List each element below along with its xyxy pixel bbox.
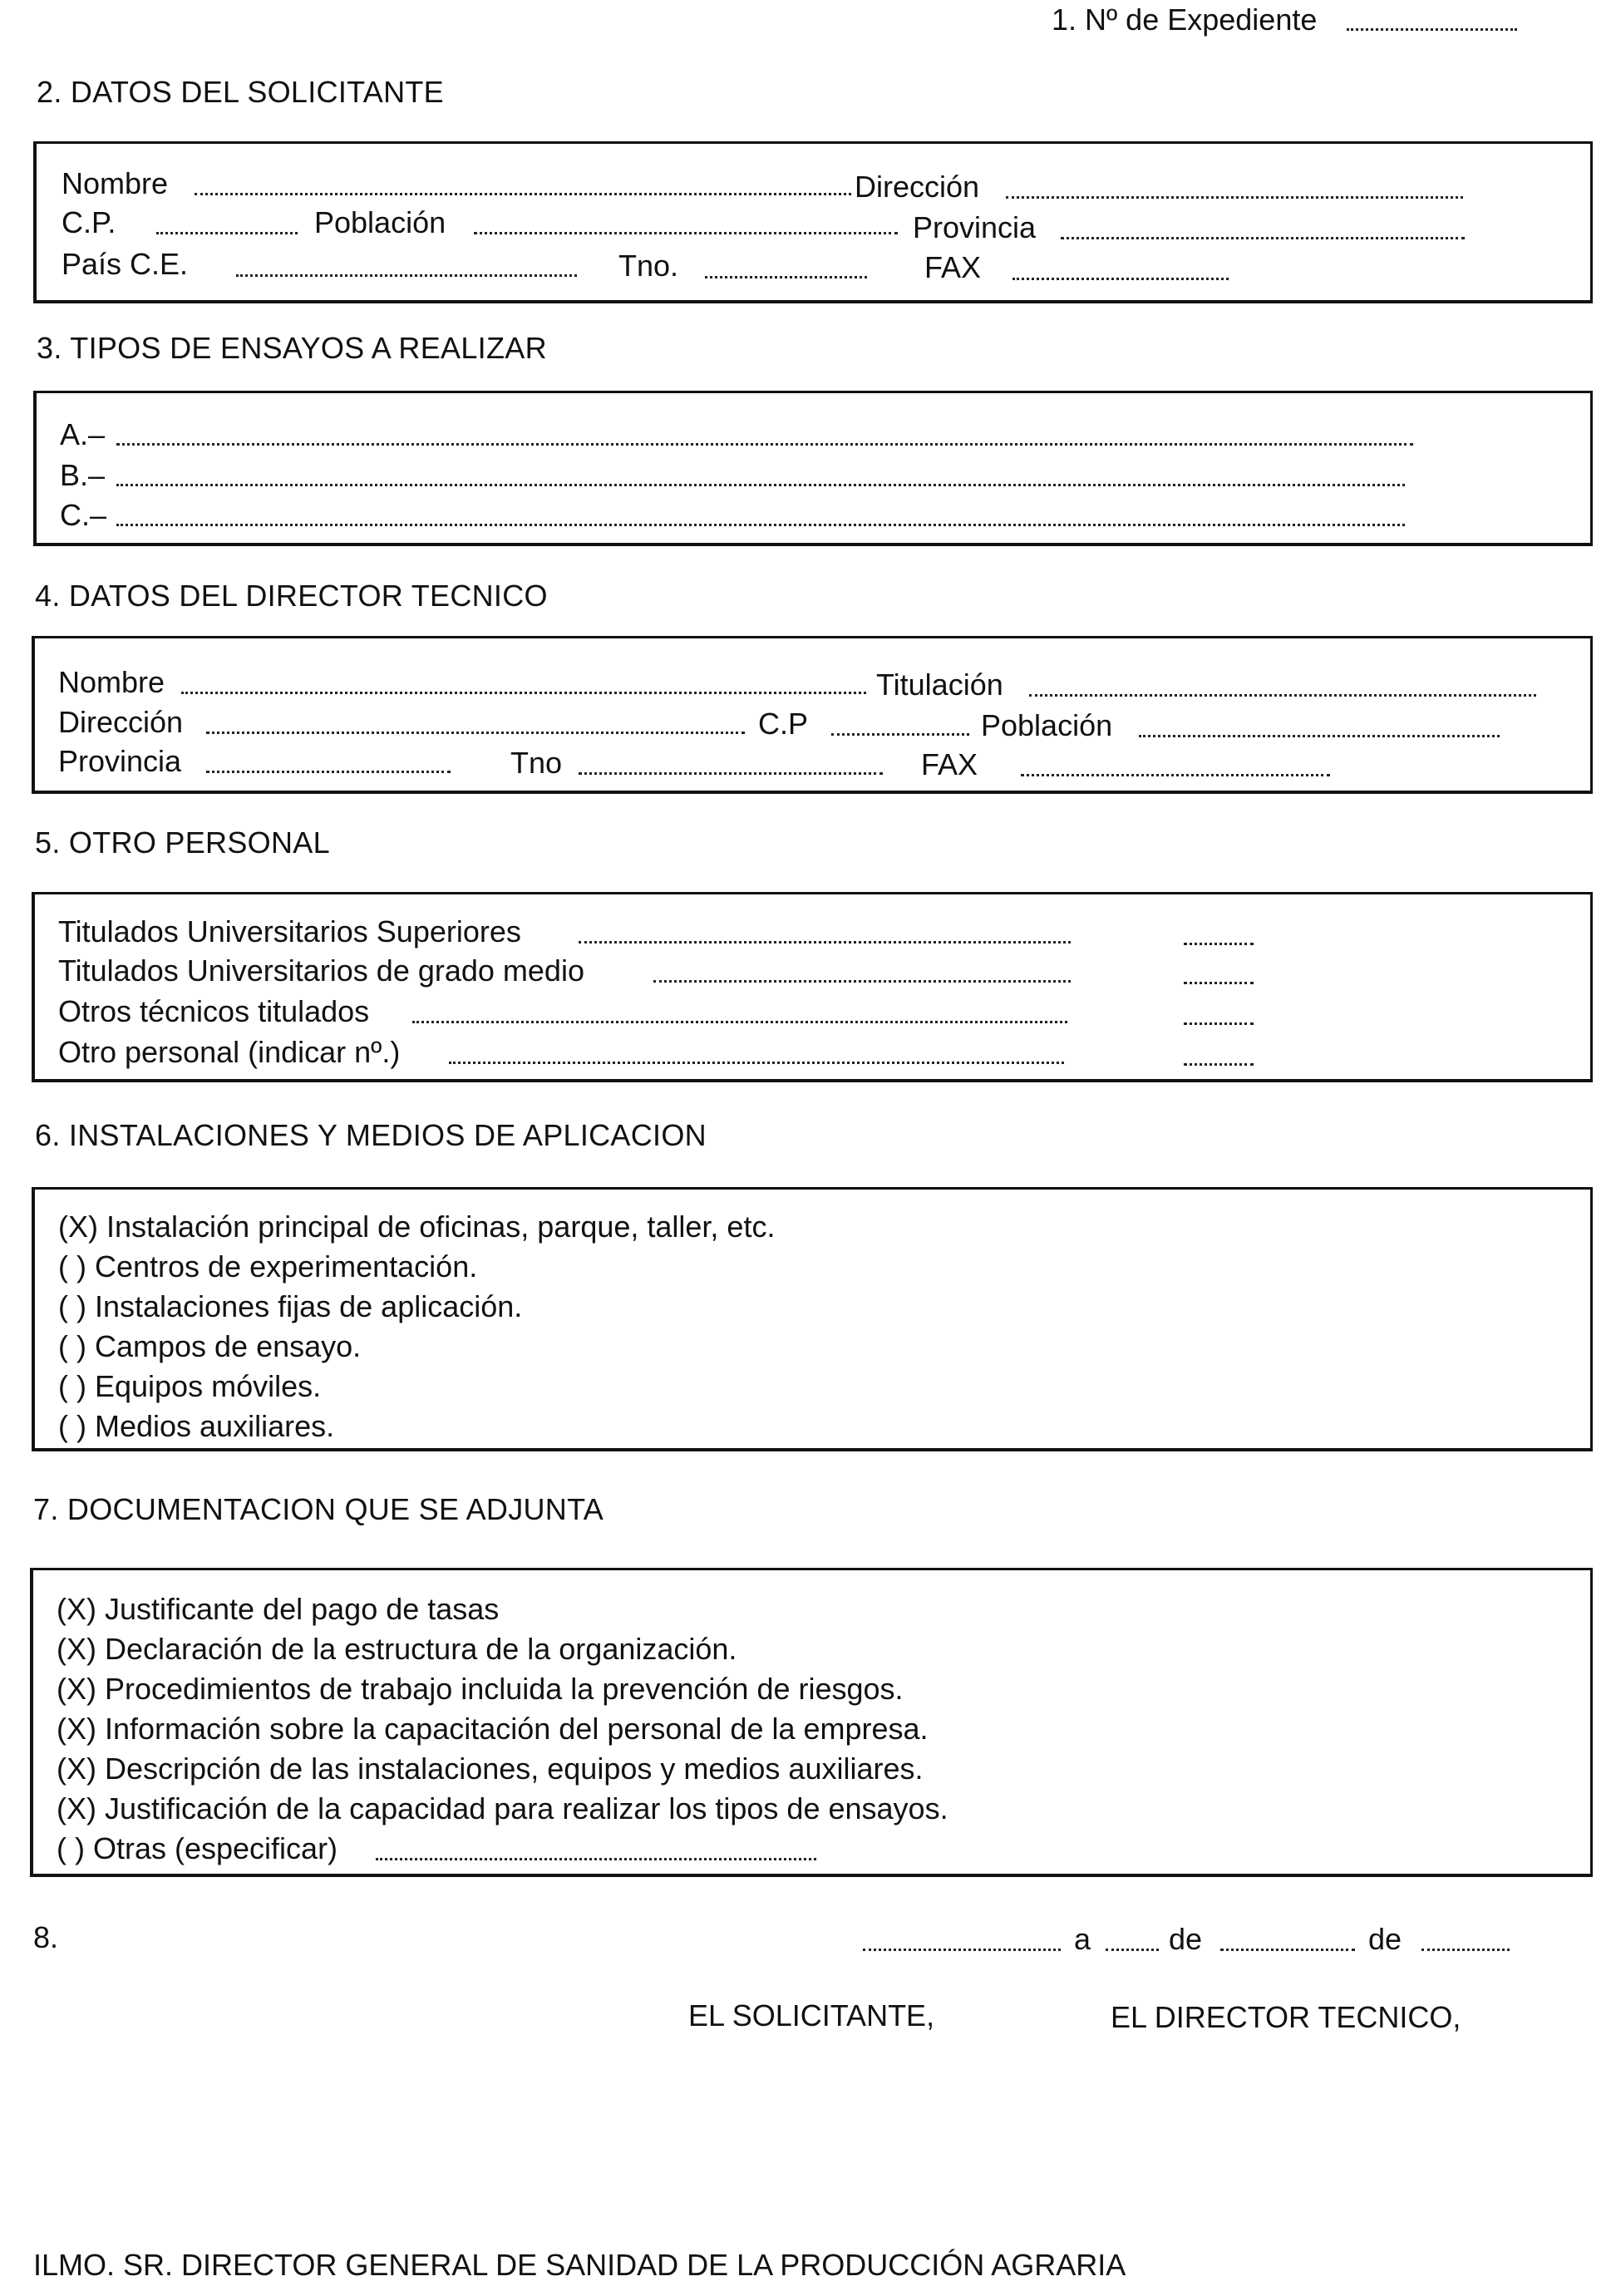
s7-item-3[interactable]: (X) Procedimientos de trabajo incluida la prevención de riesgos.: [57, 1672, 904, 1706]
s7-otras-field[interactable]: [376, 1858, 816, 1860]
s7-item-5[interactable]: (X) Descripción de las instalaciones, equipos y medios auxiliares.: [57, 1752, 924, 1786]
s2-pais-field[interactable]: [236, 274, 577, 277]
s8-year-field[interactable]: [1421, 1949, 1510, 1951]
s6-item-1[interactable]: (X) Instalación principal de oficinas, parque, taller, etc.: [58, 1210, 776, 1244]
expediente-label: 1. Nº de Expediente: [1052, 2, 1318, 37]
section-5-heading: 5. OTRO PERSONAL: [35, 825, 330, 860]
s5-row-1-leader: [579, 941, 1071, 944]
s4-cp-field[interactable]: [831, 733, 969, 736]
s4-tno-label: Tno: [510, 746, 563, 780]
s6-item-6[interactable]: ( ) Medios auxiliares.: [58, 1409, 335, 1443]
s3-b-label: B.–: [60, 458, 106, 492]
s8-place-field[interactable]: [863, 1949, 1061, 1951]
section-6-heading: 6. INSTALACIONES Y MEDIOS DE APLICACION: [35, 1118, 707, 1152]
s2-direccion-label: Dirección: [855, 170, 980, 204]
s2-cp-label: C.P.: [62, 205, 116, 239]
s3-b-field[interactable]: [116, 484, 1405, 486]
s2-fax-field[interactable]: [1012, 278, 1229, 280]
signature-solicitante-label: EL SOLICITANTE,: [688, 1998, 935, 2032]
s4-poblacion-field[interactable]: [1139, 735, 1500, 737]
s8-month-field[interactable]: [1220, 1949, 1355, 1951]
expediente-field[interactable]: [1347, 28, 1517, 31]
s8-a-label: a: [1074, 1922, 1091, 1956]
section-4-heading: 4. DATOS DEL DIRECTOR TECNICO: [35, 579, 548, 613]
s5-row-3-leader: [412, 1021, 1067, 1023]
s8-de1-label: de: [1169, 1922, 1203, 1956]
s5-row-1-count-field[interactable]: [1184, 943, 1254, 945]
section-3-heading: 3. TIPOS DE ENSAYOS A REALIZAR: [37, 331, 547, 365]
s4-poblacion-label: Población: [981, 708, 1113, 742]
s2-provincia-label: Provincia: [913, 210, 1037, 244]
s5-row-2-count-field[interactable]: [1184, 982, 1254, 984]
s4-fax-label: FAX: [921, 747, 978, 781]
s5-row-4-leader: [449, 1062, 1064, 1064]
section-2-box: [33, 141, 1593, 303]
s4-direccion-label: Dirección: [58, 705, 184, 739]
s2-cp-field[interactable]: [156, 232, 298, 234]
s2-pais-label: País C.E.: [62, 247, 189, 281]
s2-fax-label: FAX: [924, 250, 982, 284]
s2-nombre-label: Nombre: [62, 166, 169, 200]
s4-provincia-field[interactable]: [206, 771, 451, 773]
s3-c-label: C.–: [60, 498, 107, 532]
s5-row-4-count-field[interactable]: [1184, 1063, 1254, 1066]
s2-provincia-field[interactable]: [1061, 237, 1465, 239]
s7-item-2[interactable]: (X) Declaración de la estructura de la organización.: [57, 1632, 737, 1666]
s7-item-6[interactable]: (X) Justificación de la capacidad para realizar los tipos de ensayos.: [57, 1791, 948, 1825]
s6-item-2[interactable]: ( ) Centros de experimentación.: [58, 1249, 478, 1283]
s4-provincia-label: Provincia: [58, 744, 182, 778]
s5-row-2-label: Titulados Universitarios de grado medio: [58, 953, 584, 988]
s6-item-3[interactable]: ( ) Instalaciones fijas de aplicación.: [58, 1289, 523, 1323]
s5-row-3-count-field[interactable]: [1184, 1022, 1254, 1025]
s8-de2-label: de: [1368, 1922, 1402, 1956]
s7-item-4[interactable]: (X) Información sobre la capacitación del personal de la empresa.: [57, 1712, 929, 1746]
s7-item-7[interactable]: ( ) Otras (especificar): [57, 1831, 338, 1865]
section-2-heading: 2. DATOS DEL SOLICITANTE: [37, 75, 444, 109]
s4-tno-field[interactable]: [579, 772, 883, 775]
s4-direccion-field[interactable]: [206, 732, 745, 734]
s4-titulacion-label: Titulación: [876, 668, 1003, 702]
s7-item-1[interactable]: (X) Justificante del pago de tasas: [57, 1592, 500, 1626]
s4-nombre-field[interactable]: [181, 692, 866, 694]
s2-tno-field[interactable]: [705, 276, 867, 278]
section-7-heading: 7. DOCUMENTACION QUE SE ADJUNTA: [33, 1492, 604, 1526]
s3-a-field[interactable]: [116, 443, 1413, 446]
s2-direccion-field[interactable]: [1006, 196, 1463, 199]
s2-nombre-field[interactable]: [195, 193, 851, 195]
s5-row-4-label: Otro personal (indicar nº.): [58, 1035, 401, 1069]
signature-director-label: EL DIRECTOR TECNICO,: [1111, 2000, 1461, 2034]
addressee: ILMO. SR. DIRECTOR GENERAL DE SANIDAD DE LA PRODUCCIÓN AGRARIA: [33, 2248, 1126, 2282]
s5-row-1-label: Titulados Universitarios Superiores: [58, 914, 521, 948]
s8-number: 8.: [33, 1920, 59, 1954]
section-3-box: [33, 391, 1593, 546]
s2-poblacion-field[interactable]: [474, 232, 898, 234]
s2-poblacion-label: Población: [314, 205, 446, 239]
s5-row-2-leader: [653, 980, 1071, 983]
s6-item-4[interactable]: ( ) Campos de ensayo.: [58, 1329, 362, 1363]
s2-tno-label: Tno.: [618, 249, 679, 283]
s3-c-field[interactable]: [116, 524, 1405, 526]
s6-item-5[interactable]: ( ) Equipos móviles.: [58, 1369, 322, 1403]
s4-nombre-label: Nombre: [58, 665, 165, 699]
s3-a-label: A.–: [60, 417, 106, 451]
s4-cp-label: C.P: [758, 707, 809, 741]
s4-titulacion-field[interactable]: [1029, 694, 1536, 697]
s5-row-3-label: Otros técnicos titulados: [58, 994, 370, 1028]
s8-day-field[interactable]: [1106, 1949, 1159, 1951]
s4-fax-field[interactable]: [1021, 774, 1330, 776]
